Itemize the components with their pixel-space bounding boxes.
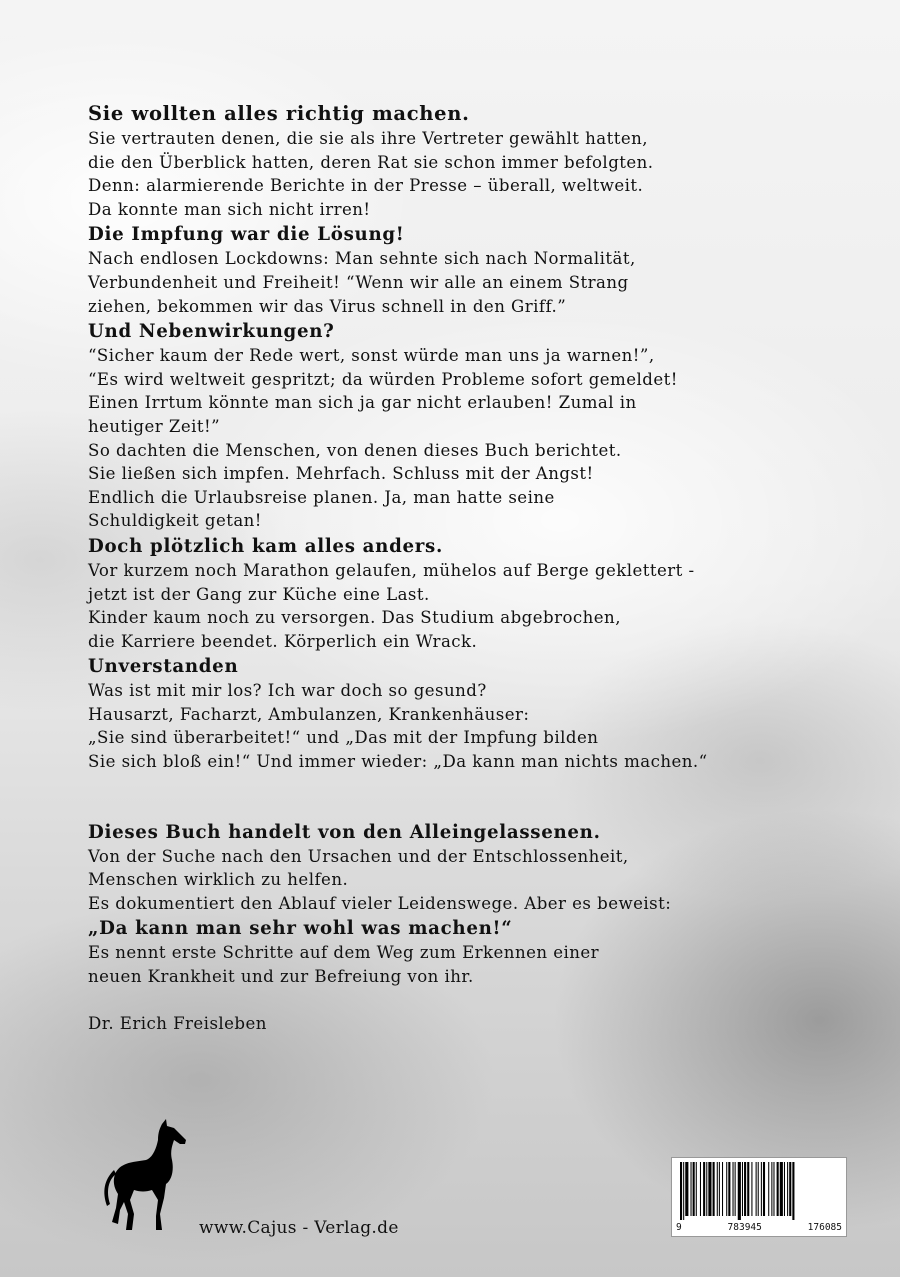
barcode-bar [744,1162,746,1216]
text-line: Nach endlosen Lockdowns: Man sehnte sich nach Normalität, [88,249,636,269]
barcode-bar [706,1162,707,1216]
text-line: So dachten die Menschen, von denen dieses Buch berichtet. [88,440,622,460]
barcode-bar [789,1162,791,1216]
barcode-bar [685,1162,688,1216]
barcode-bar [787,1162,788,1216]
barcode-bar [691,1162,692,1216]
barcode-bar [768,1162,769,1216]
barcode-bar [742,1162,743,1216]
text-line: Einen Irrtum könnte man sich ja gar nicht erlauben! Zumal in [88,393,637,413]
barcode-bar [726,1162,727,1216]
text-line: jetzt ist der Gang zur Küche eine Last. [88,584,430,604]
barcode-bar [683,1162,684,1220]
text-line: Denn: alarmierende Berichte in der Presse – überall, weltweit. [88,176,644,196]
text-line: Sie vertrauten denen, die sie als ihre Vertreter gewählt hatten, [88,129,648,148]
horse-silhouette-icon [100,1118,210,1238]
barcode [671,1157,847,1237]
text-line: Hausarzt, Facharzt, Ambulanzen, Krankenhäuser: [88,704,530,724]
text-line: “Sicher kaum der Rede wert, sonst würde man uns ja warnen!”, [88,346,655,366]
text-line: die den Überblick hatten, deren Rat sie schon immer befolgten. [88,152,654,172]
barcode-bar [747,1162,749,1216]
section-heading: Und Nebenwirkungen? [88,321,335,343]
barcode-bar [763,1162,765,1216]
text-line: Endlich die Urlaubsreise planen. Ja, man hatte seine [88,487,555,507]
barcode-bar [728,1162,730,1216]
barcode-bar [784,1162,785,1216]
section-heading: Die Impfung war die Lösung! [88,224,405,246]
barcode-bar [792,1162,794,1220]
barcode-digit-group: 9 [676,1222,682,1233]
section-heading: Sie wollten alles richtig machen. [88,102,470,125]
text-line: Sie ließen sich impfen. Mehrfach. Schluss mit der Angst! [88,464,594,484]
text-line: die Karriere beendet. Körperlich ein Wrack. [88,631,478,651]
publisher-website: www.Cajus - Verlag.de [199,1218,399,1238]
barcode-bar [761,1162,762,1216]
author-signature: Dr. Erich Freisleben [88,1013,267,1033]
text-line: Es nennt erste Schritte auf dem Weg zum Erkennen einer [88,943,600,963]
barcode-bar [735,1162,736,1216]
text-line: Vor kurzem noch Marathon gelaufen, mühelos auf Berge geklettert - [88,560,695,580]
text-line: heutiger Zeit!” [88,416,221,436]
barcode-digit-group: 783945 [727,1222,762,1233]
barcode-bars [680,1162,838,1220]
text-line: Sie sich bloß ein!“ Und immer wieder: „Da kann man nichts machen.“ [88,752,708,772]
barcode-bar [773,1162,774,1216]
barcode-bar [693,1162,695,1216]
spacer [88,774,868,819]
text-line: “Es wird weltweit gespritzt; da würden Probleme sofort gemeldet! [88,369,678,389]
text-line: Von der Suche nach den Ursachen und der Entschlossenheit, [88,846,629,866]
text-line: „Sie sind überarbeitet!“ und „Das mit der Impfung bilden [88,728,599,748]
barcode-bar [696,1162,697,1216]
barcode-bar [680,1162,682,1220]
barcode-digit-group: 176085 [807,1222,842,1233]
barcode-bar [756,1162,757,1216]
barcode-bar [703,1162,705,1216]
text-line: neuen Krankheit und zur Befreiung von ihr. [88,967,474,987]
barcode-bar [713,1162,715,1216]
section-heading: Doch plötzlich kam alles anders. [88,535,444,557]
barcode-bar [751,1162,752,1216]
barcode-bar [777,1162,779,1216]
text-line: Was ist mit mir los? Ich war doch so gesund? [88,681,487,701]
text-line: Da konnte man sich nicht irren! [88,199,371,219]
text-line: Verbundenheit und Freiheit! “Wenn wir alle an einem Strang [88,272,629,292]
barcode-bar [771,1162,772,1216]
barcode-bar [738,1162,741,1220]
barcode-bar [733,1162,734,1216]
text-line: Kinder kaum noch zu versorgen. Das Studium abgebrochen, [88,608,621,628]
back-cover-text [88,100,868,1035]
barcode-bar [708,1162,711,1216]
barcode-bar [719,1162,720,1216]
summary-heading: Dieses Buch handelt von den Alleingelassenen. [88,821,601,843]
barcode-bar [780,1162,783,1216]
barcode-bar [722,1162,723,1216]
barcode-digits [676,1222,842,1233]
barcode-bar [717,1162,718,1216]
text-line: Es dokumentiert den Ablauf vieler Leidenswege. Aber es beweist: [88,893,672,913]
barcode-bar [758,1162,759,1216]
summary-quote: „Da kann man sehr wohl was machen!“ [88,918,513,940]
text-line: ziehen, bekommen wir das Virus schnell in den Griff.” [88,296,567,316]
barcode-bar [700,1162,701,1216]
text-line: Schuldigkeit getan! [88,511,262,531]
text-line: Menschen wirklich zu helfen. [88,870,349,890]
section-heading: Unverstanden [88,656,239,678]
